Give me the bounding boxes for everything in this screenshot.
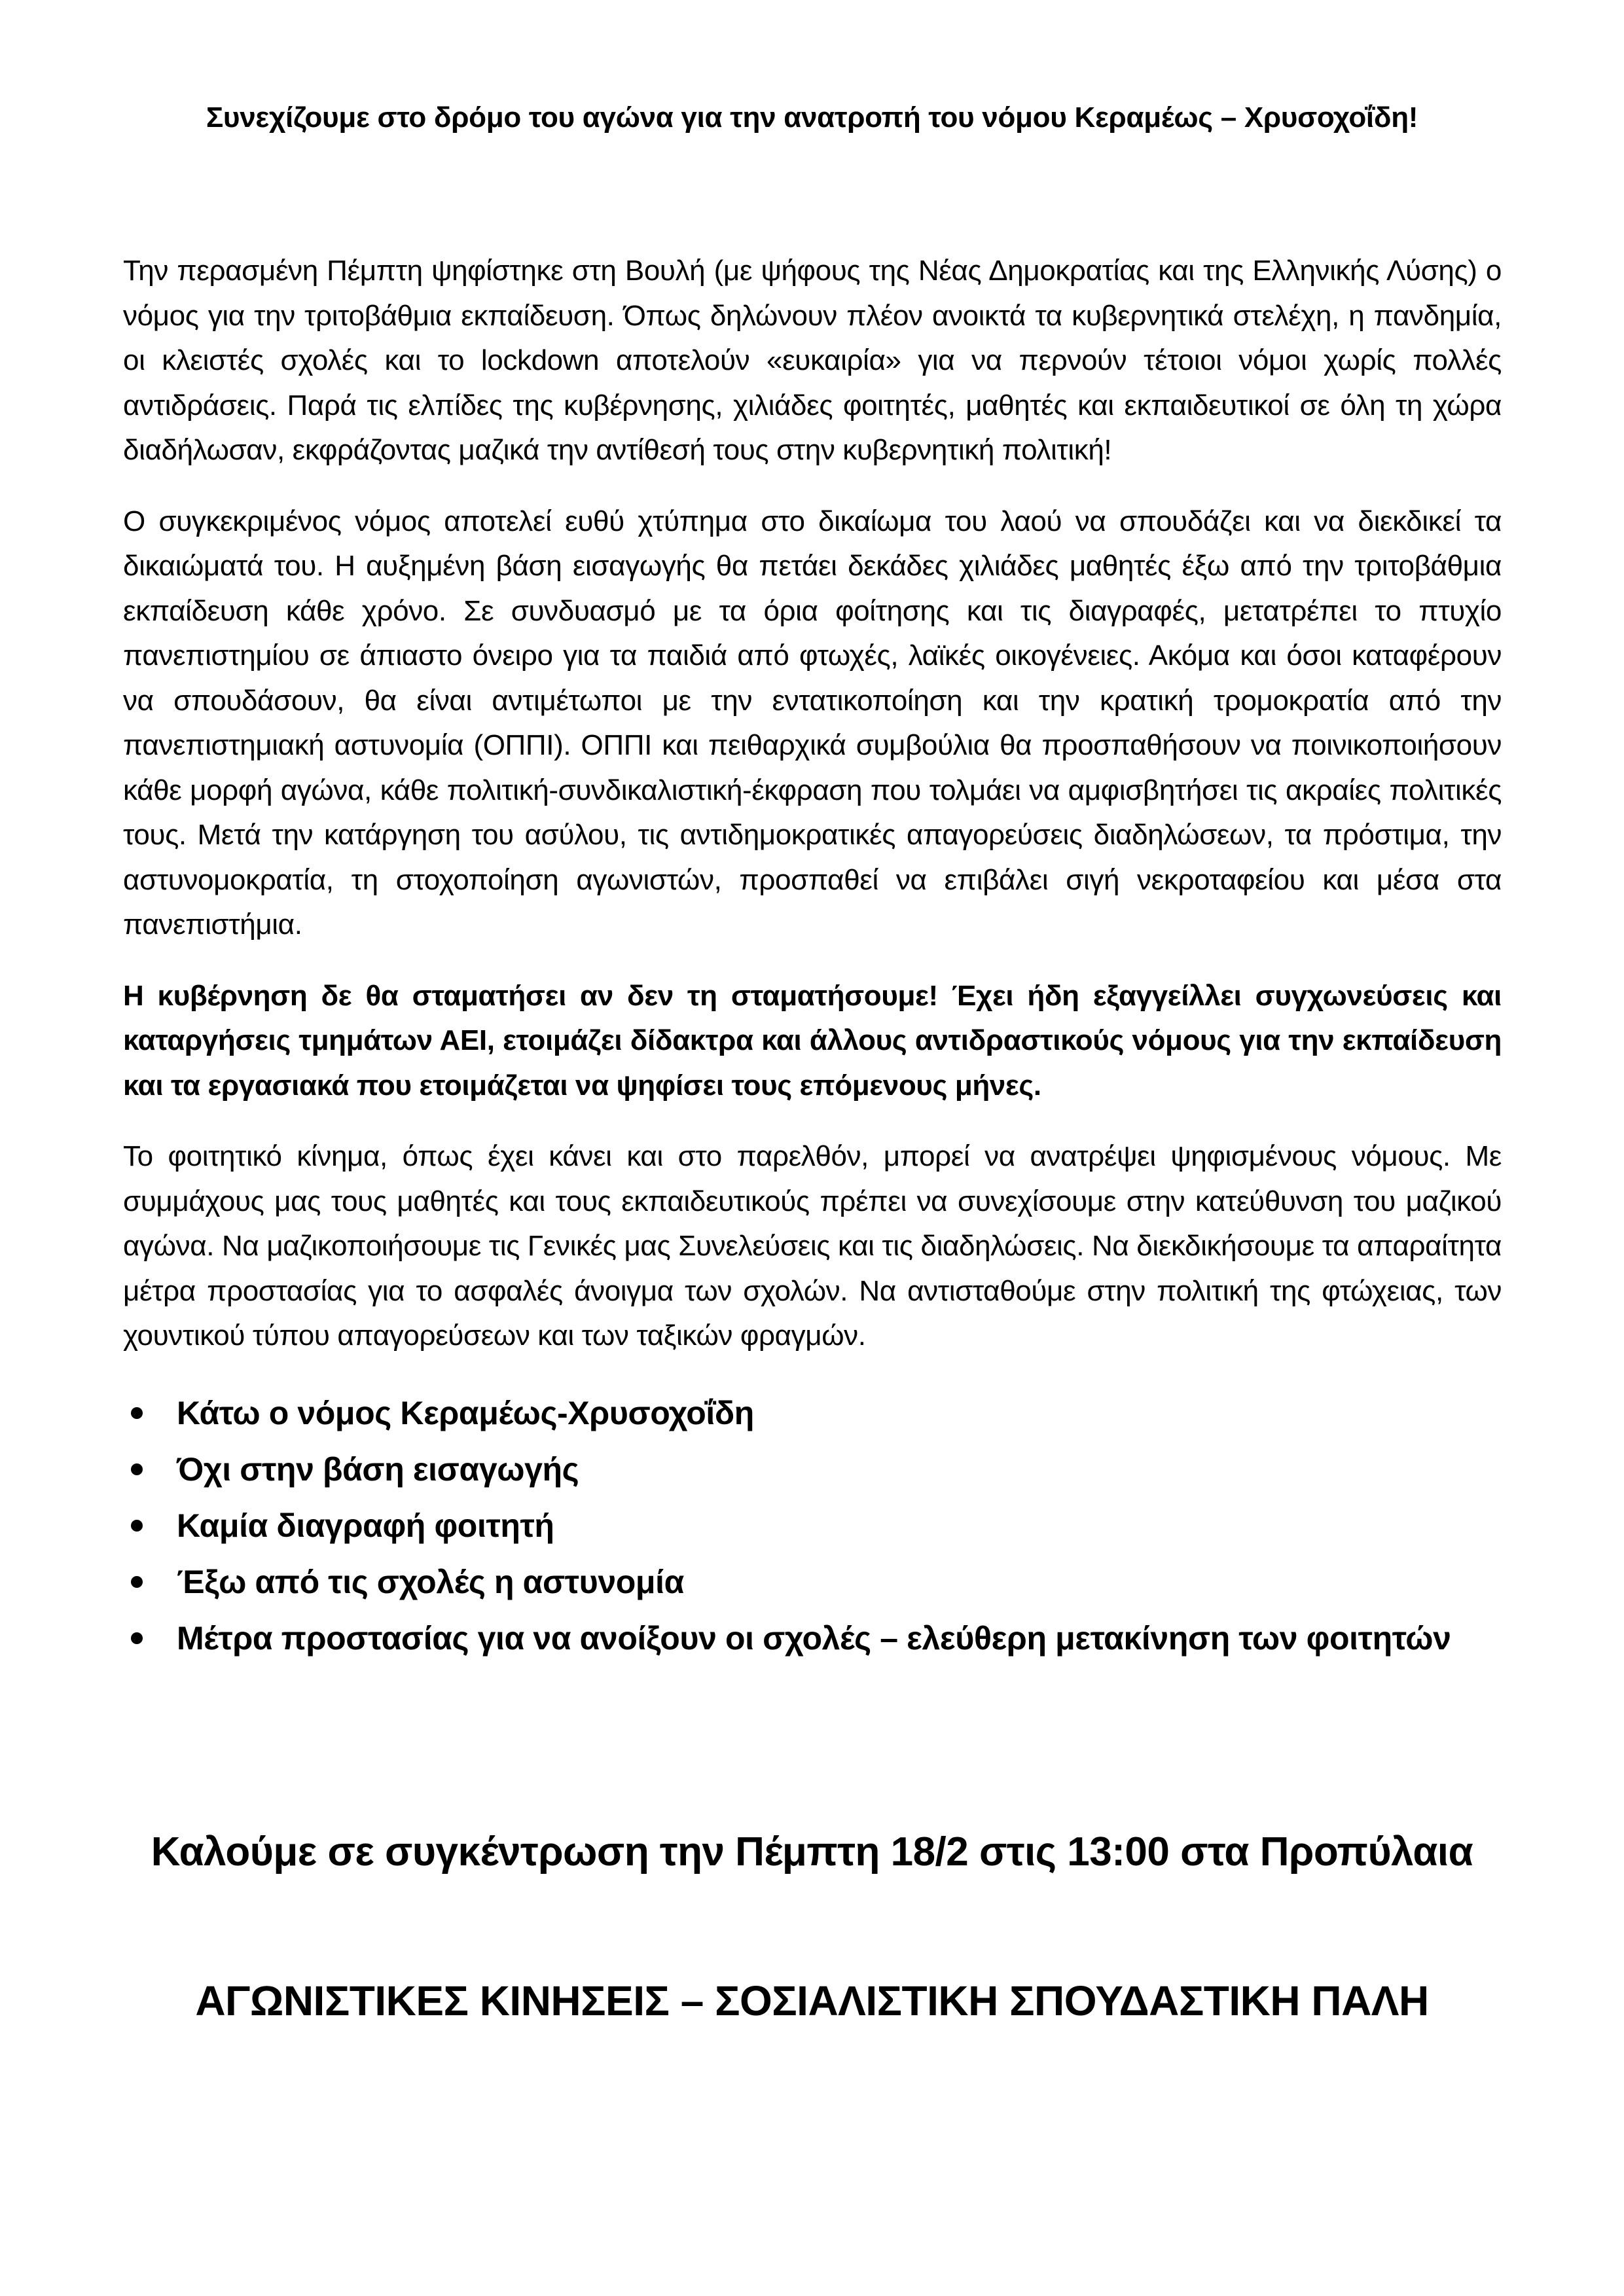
- paragraph-4: Το φοιτητικό κίνημα, όπως έχει κάνει και στο παρελθόν, μπορεί να ανατρέψει ψηφισμένους νόμους. Με συμμάχους μας τους μαθητές και τους εκπαιδευτικούς πρέπει να συνεχίσουμε στην κατεύθυνση του μαζικού αγώνα. Να μαζικοποιήσουμε τις Γενικές μας Συνελεύσεις και τις διαδηλώσεις. Να διεκδικήσουμε τα απαραίτητα μέτρα προστασίας για το ασφαλές άνοιγμα των σχολών. Να αντισταθούμε στην πολιτική της φτώχειας, των χουντικού τύπου απαγορεύσεων και των ταξικών φραγμών.: [123, 1140, 1502, 1352]
- demand-item: [123, 1610, 1502, 1666]
- document-title: Συνεχίζουμε στο δρόμο του αγώνα για την ανατροπή του νόμου Κεραμέως – Χρυσοχοΐδη!: [206, 101, 1418, 134]
- demand-item: [123, 1554, 1502, 1610]
- demand-text: Καμία διαγραφή φοιτητή: [177, 1507, 554, 1544]
- demand-item: [123, 1441, 1502, 1498]
- demand-item: [123, 1385, 1502, 1441]
- bullet-icon: [131, 1520, 143, 1532]
- document-body: [123, 249, 1502, 1666]
- demand-text: Έξω από τις σχολές η αστυνομία: [177, 1563, 684, 1600]
- demands-list: [123, 1385, 1502, 1666]
- demand-item: [123, 1498, 1502, 1554]
- demand-text: Κάτω ο νόμος Κεραμέως-Χρυσοχοΐδη: [177, 1394, 754, 1431]
- bullet-icon: [131, 1463, 143, 1475]
- signature: ΑΓΩΝΙΣΤΙΚΕΣ ΚΙΝΗΣΕΙΣ – ΣΟΣΙΑΛΙΣΤΙΚΗ ΣΠΟΥΔΑΣΤΙΚΗ ΠΑΛΗ: [195, 1977, 1429, 2024]
- demand-text: Όχι στην βάση εισαγωγής: [177, 1450, 579, 1488]
- paragraph-2: Ο συγκεκριμένος νόμος αποτελεί ευθύ χτύπημα στο δικαίωμα του λαού να σπουδάζει και να διεκδικεί τα δικαιώματά του. Η αυξημένη βάση εισαγωγής θα πετάει δεκάδες χιλιάδες μαθητές έξω από την τριτοβάθμια εκπαίδευση κάθε χρόνο. Σε συνδυασμό με τα όρια φοίτησης και τις διαγραφές, μετατρέπει το πτυχίο πανεπιστημίου σε άπιαστο όνειρο για τα παιδιά από φτωχές, λαϊκές οικογένειες. Ακόμα και όσοι καταφέρουν να σπουδάσουν, θα είναι αντιμέτωποι με την εντατικοποίηση και την κρατική τρομοκρατία από την πανεπιστημιακή αστυνομία (ΟΠΠΙ). ΟΠΠΙ και πειθαρχικά συμβούλια θα προσπαθήσουν να ποινικοποιήσουν κάθε μορφή αγώνα, κάθε πολιτική-συνδικαλιστική-έκφραση που τολμάει να αμφισβητήσει τις ακραίες πολιτικές τους. Μετά την κατάργηση του ασύλου, τις αντιδημοκρατικές απαγορεύσεις διαδηλώσεων, τα πρόστιμα, την αστυνομοκρατία, τη στοχοποίηση αγωνιστών, προσπαθεί να επιβάλει σιγή νεκροταφείου και μέσα στα πανεπιστήμια.: [123, 505, 1502, 941]
- paragraph-1: Την περασμένη Πέμπτη ψηφίστηκε στη Βουλή (με ψήφους της Νέας Δημοκρατίας και της Ελληνικής Λύσης) ο νόμος για την τριτοβάθμια εκπαίδευση. Όπως δηλώνουν πλέον ανοικτά τα κυβερνητικά στελέχη, η πανδημία, οι κλειστές σχολές και το lockdown αποτελούν «ευκαιρία» για να περνούν τέτοιοι νόμοι χωρίς πολλές αντιδράσεις. Παρά τις ελπίδες της κυβέρνησης, χιλιάδες φοιτητές, μαθητές και εκπαιδευτικοί σε όλη τη χώρα διαδήλωσαν, εκφράζοντας μαζικά την αντίθεσή τους στην κυβερνητική πολιτική!: [123, 255, 1502, 466]
- paragraph-3-bold: Η κυβέρνηση δε θα σταματήσει αν δεν τη σταματήσουμε! Έχει ήδη εξαγγείλλει συγχωνεύσεις και καταργήσεις τμημάτων ΑΕΙ, ετοιμάζει δίδακτρα και άλλους αντιδραστικούς νόμους για την εκπαίδευση και τα εργασιακά που ετοιμάζεται να ψηφίσει τους επόμενους μήνες.: [123, 979, 1502, 1102]
- bullet-icon: [131, 1576, 143, 1588]
- bullet-icon: [131, 1407, 143, 1419]
- call-to-action: Καλούμε σε συγκέντρωση την Πέμπτη 18/2 στις 13:00 στα Προπύλαια: [151, 1829, 1473, 1874]
- demand-text: Μέτρα προστασίας για να ανοίξουν οι σχολές – ελεύθερη μετακίνηση των φοιτητών: [177, 1619, 1451, 1657]
- bullet-icon: [131, 1632, 143, 1644]
